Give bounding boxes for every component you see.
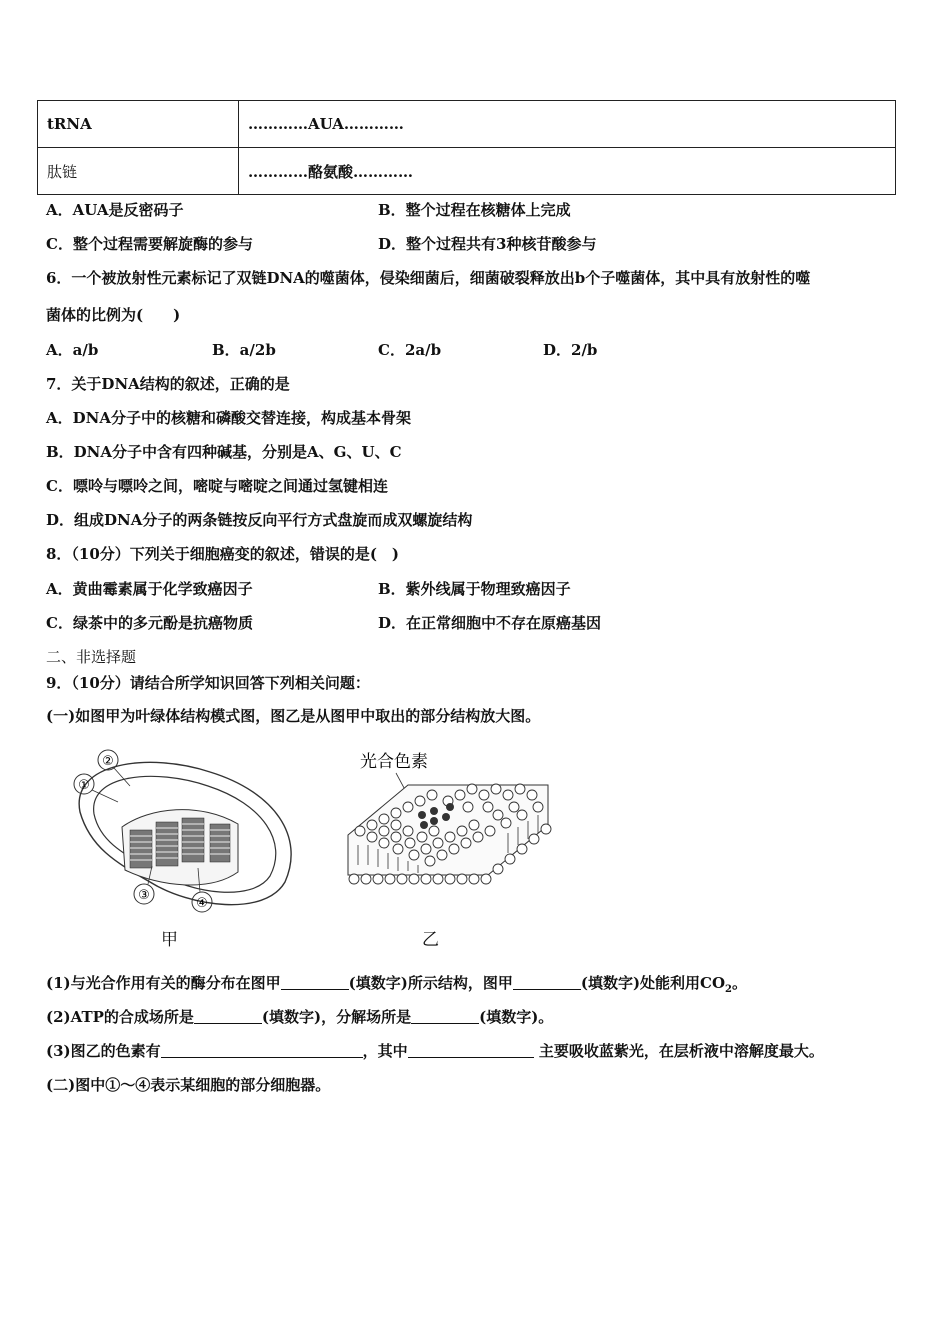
table-cell-label: tRNA bbox=[38, 101, 239, 148]
q5-option-c: C．整个过程需要解旋酶的参与 bbox=[46, 235, 253, 253]
q8-option-a: A．黄曲霉素属于化学致癌因子 bbox=[46, 580, 253, 598]
table-row bbox=[38, 101, 896, 148]
section-heading: 二、非选择题 bbox=[46, 648, 137, 666]
q5-option-d: D．整个过程共有3种核苷酸参与 bbox=[378, 235, 597, 253]
q6-option-d: D．2/b bbox=[543, 341, 598, 359]
q8-option-c: C．绿茶中的多元酚是抗癌物质 bbox=[46, 614, 253, 632]
q8-option-d: D．在正常细胞中不存在原癌基因 bbox=[378, 614, 602, 632]
trna-peptide-table bbox=[37, 100, 896, 195]
blank-input[interactable] bbox=[194, 1009, 262, 1024]
q8-stem: 8．（10分）下列关于细胞癌变的叙述，错误的是( ) bbox=[46, 545, 400, 563]
q6-option-c: C．2a/b bbox=[378, 341, 442, 359]
blank-input[interactable] bbox=[161, 1043, 363, 1058]
q9-sub1-text-b: (填数字)所示结构，图甲 bbox=[348, 974, 513, 992]
blank-input[interactable] bbox=[513, 975, 581, 990]
q9-part2-intro: (二)图中①～④表示某细胞的部分细胞器。 bbox=[46, 1076, 331, 1094]
q9-sub2-text-c: (填数字)。 bbox=[479, 1008, 554, 1026]
q9-sub1-text-a: (1)与光合作用有关的酶分布在图甲 bbox=[46, 974, 281, 992]
q7-option-d: D．组成DNA分子的两条链按反向平行方式盘旋而成双螺旋结构 bbox=[46, 511, 473, 529]
table-cell-value: …………酪氨酸………… bbox=[239, 148, 896, 195]
table-cell-value: …………AUA………… bbox=[239, 101, 896, 148]
q9-sub1-end: 。 bbox=[732, 974, 748, 992]
q9-sub3-text-c: 主要吸收蓝紫光，在层析液中溶解度最大。 bbox=[538, 1042, 824, 1060]
q5-option-a: A．AUA是反密码子 bbox=[46, 201, 184, 219]
q8-option-b: B．紫外线属于物理致癌因子 bbox=[378, 580, 571, 598]
table-cell-label: 肽链 bbox=[38, 148, 239, 195]
q9-sub3 bbox=[46, 1040, 824, 1061]
label-3: ③ bbox=[138, 888, 150, 903]
q5-option-b: B．整个过程在核糖体上完成 bbox=[378, 201, 571, 219]
q9-part1-intro: (一)如图甲为叶绿体结构模式图，图乙是从图甲中取出的部分结构放大图。 bbox=[46, 707, 541, 725]
q7-stem: 7．关于DNA结构的叙述，正确的是 bbox=[46, 375, 290, 393]
q6-option-b: B．a/2b bbox=[212, 341, 276, 359]
q9-sub2 bbox=[46, 1006, 553, 1027]
q9-sub1 bbox=[46, 972, 747, 995]
q6-option-a: A．a/b bbox=[46, 341, 99, 359]
caption-jia: 甲 bbox=[161, 930, 178, 950]
label-2: ② bbox=[102, 754, 114, 769]
caption-yi: 乙 bbox=[422, 930, 439, 950]
label-4: ④ bbox=[196, 896, 208, 911]
q9-sub1-subscript: 2 bbox=[725, 984, 733, 995]
q9-sub1-text-c: (填数字)处能利用CO bbox=[580, 974, 726, 992]
q9-sub2-text-b: (填数字)，分解场所是 bbox=[261, 1008, 412, 1026]
label-1: ① bbox=[78, 778, 90, 793]
q9-sub2-text-a: (2)ATP的合成场所是 bbox=[46, 1008, 194, 1026]
table-row bbox=[38, 148, 896, 195]
chloroplast-diagram bbox=[60, 742, 310, 922]
q7-option-b: B．DNA分子中含有四种碱基，分别是A、G、U、C bbox=[46, 443, 402, 461]
blank-input[interactable] bbox=[408, 1043, 534, 1058]
blank-input[interactable] bbox=[411, 1009, 479, 1024]
thylakoid-membrane-diagram bbox=[338, 745, 563, 895]
q6-stem-line1: 6．一个被放射性元素标记了双链DNA的噬菌体，侵染细菌后，细菌破裂释放出b个子噬菌体，其中具有放射性的噬 bbox=[46, 269, 811, 287]
pigment-label: 光合色素 bbox=[360, 752, 428, 772]
blank-input[interactable] bbox=[281, 975, 349, 990]
q7-option-a: A．DNA分子中的核糖和磷酸交替连接，构成基本骨架 bbox=[46, 409, 411, 427]
q9-sub3-text-b: ，其中 bbox=[362, 1042, 408, 1060]
q9-sub3-text-a: (3)图乙的色素有 bbox=[46, 1042, 161, 1060]
q9-stem: 9．（10分）请结合所学知识回答下列相关问题： bbox=[46, 674, 370, 692]
q7-option-c: C．嘌呤与嘌呤之间，嘧啶与嘧啶之间通过氢键相连 bbox=[46, 477, 388, 495]
q6-stem-line2: 菌体的比例为( ) bbox=[46, 306, 181, 324]
